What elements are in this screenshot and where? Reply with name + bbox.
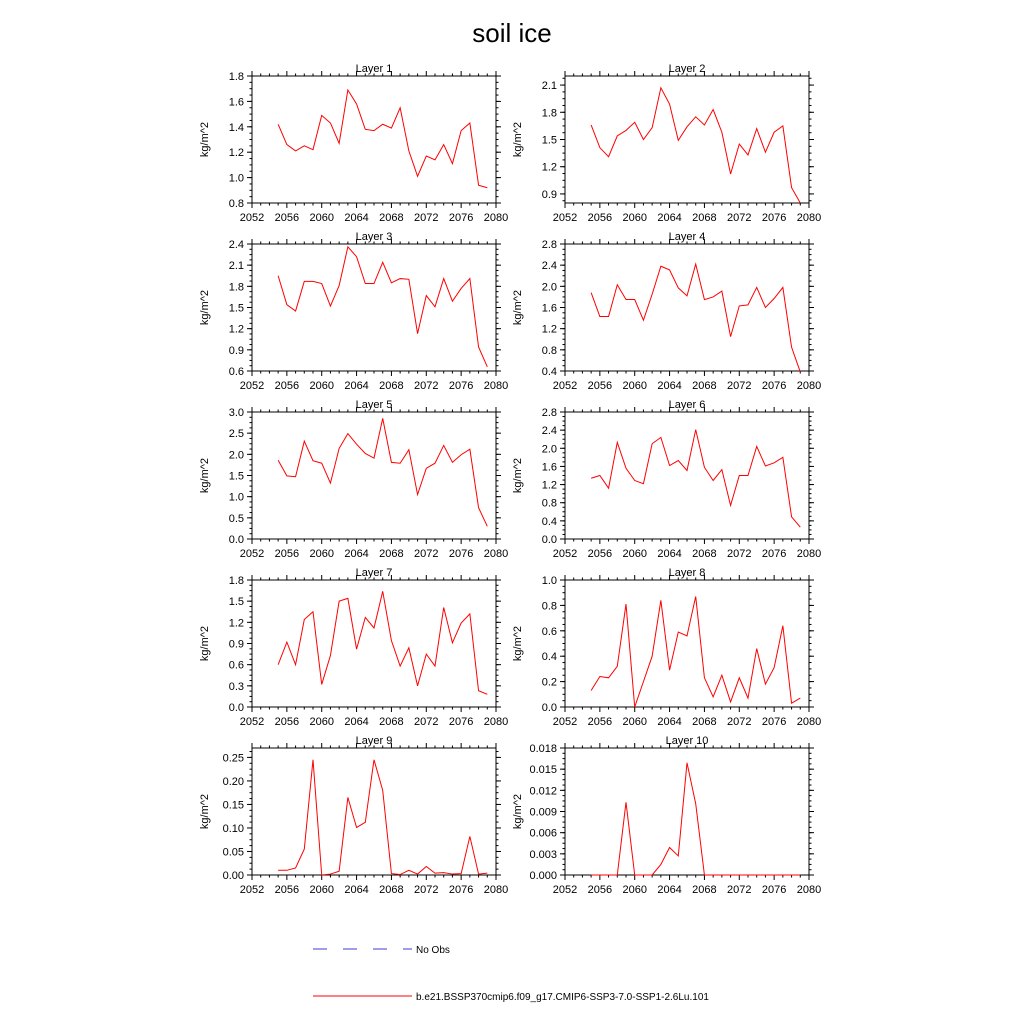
series-line xyxy=(278,760,487,875)
y-tick-label: 2.8 xyxy=(541,407,557,419)
plot-frame xyxy=(252,748,496,875)
y-tick-label: 0.9 xyxy=(541,188,557,201)
figure-title: soil ice xyxy=(472,18,552,48)
x-tick-label: 2068 xyxy=(379,212,404,224)
y-tick-label: 0.015 xyxy=(529,764,557,777)
y-tick-label: 0.9 xyxy=(228,344,244,357)
y-tick-label: 0.4 xyxy=(541,515,557,528)
plot-frame xyxy=(565,580,809,707)
x-tick-label: 2056 xyxy=(274,212,300,224)
y-tick-label: 1.4 xyxy=(228,121,244,134)
x-tick-label: 2052 xyxy=(552,548,578,560)
x-tick-label: 2052 xyxy=(552,884,578,896)
x-tick-label: 2072 xyxy=(414,716,439,728)
y-axis-label: kg/m^2 xyxy=(199,625,211,662)
x-tick-label: 2060 xyxy=(622,380,647,392)
y-axis-label: kg/m^2 xyxy=(512,457,524,494)
panel-title: Layer 10 xyxy=(665,735,709,747)
x-tick-label: 2076 xyxy=(448,548,474,560)
x-tick-label: 2064 xyxy=(657,548,682,560)
panel-layer-10 xyxy=(512,735,821,896)
x-tick-label: 2064 xyxy=(657,884,682,896)
y-tick-label: 0.6 xyxy=(228,659,244,672)
x-tick-label: 2060 xyxy=(622,548,647,560)
y-tick-label: 0.0 xyxy=(228,702,244,714)
x-tick-label: 2056 xyxy=(587,548,613,560)
x-tick-label: 2060 xyxy=(622,716,647,728)
x-tick-label: 2068 xyxy=(692,380,717,392)
y-tick-label: 3.0 xyxy=(228,407,244,419)
plot-frame xyxy=(565,244,809,371)
panel-title: Layer 6 xyxy=(668,399,706,411)
panel-layer-2 xyxy=(512,63,821,224)
x-tick-label: 2072 xyxy=(727,716,752,728)
y-tick-label: 1.5 xyxy=(228,302,244,315)
panel-layer-6 xyxy=(512,399,821,560)
y-tick-label: 0.10 xyxy=(222,822,244,835)
plot-frame xyxy=(252,244,496,371)
plot-frame xyxy=(252,412,496,539)
x-tick-label: 2076 xyxy=(448,212,474,224)
y-tick-label: 0.000 xyxy=(529,870,557,882)
series-line xyxy=(591,430,800,528)
panel-layer-9 xyxy=(199,735,508,896)
y-tick-label: 2.0 xyxy=(541,443,557,456)
x-tick-label: 2076 xyxy=(448,380,474,392)
x-tick-label: 2080 xyxy=(796,548,822,560)
x-tick-label: 2052 xyxy=(239,548,265,560)
x-tick-label: 2060 xyxy=(309,716,334,728)
y-tick-label: 0.3 xyxy=(228,680,244,693)
y-tick-label: 0.00 xyxy=(222,870,244,882)
x-tick-label: 2056 xyxy=(587,380,613,392)
x-tick-label: 2060 xyxy=(622,212,647,224)
y-tick-label: 1.2 xyxy=(541,479,557,492)
x-tick-label: 2060 xyxy=(309,884,334,896)
x-tick-label: 2064 xyxy=(657,212,682,224)
y-tick-label: 1.0 xyxy=(541,575,557,587)
x-tick-label: 2068 xyxy=(379,548,404,560)
y-tick-label: 2.8 xyxy=(541,239,557,251)
x-tick-label: 2080 xyxy=(483,212,509,224)
panel-title: Layer 2 xyxy=(668,63,706,75)
plot-frame xyxy=(252,580,496,707)
x-tick-label: 2068 xyxy=(692,212,717,224)
y-tick-label: 2.4 xyxy=(541,425,557,438)
y-tick-label: 2.1 xyxy=(228,260,244,273)
x-tick-label: 2052 xyxy=(552,716,578,728)
plot-frame xyxy=(252,76,496,203)
y-tick-label: 0.6 xyxy=(228,366,244,378)
x-tick-label: 2080 xyxy=(483,380,509,392)
x-tick-label: 2056 xyxy=(274,380,300,392)
x-tick-label: 2072 xyxy=(414,212,439,224)
x-tick-label: 2060 xyxy=(309,548,334,560)
x-tick-label: 2056 xyxy=(587,212,613,224)
y-axis-label: kg/m^2 xyxy=(512,625,524,662)
y-tick-label: 0.8 xyxy=(541,344,557,357)
y-axis-label: kg/m^2 xyxy=(512,289,524,326)
x-tick-label: 2068 xyxy=(379,884,404,896)
legend-label-model: b.e21.BSSP370cmip6.f09_g17.CMIP6-SSP3-7.0-SSP1-2.6Lu.101 xyxy=(416,992,709,1003)
y-tick-label: 0.0 xyxy=(228,534,244,546)
x-tick-label: 2060 xyxy=(622,884,647,896)
x-tick-label: 2056 xyxy=(274,548,300,560)
y-tick-label: 1.2 xyxy=(541,161,557,174)
legend-label-no-obs: No Obs xyxy=(416,945,450,956)
legend xyxy=(313,945,709,1003)
series-line xyxy=(591,597,800,707)
y-tick-label: 0.003 xyxy=(529,848,557,861)
x-tick-label: 2076 xyxy=(761,212,787,224)
x-tick-label: 2052 xyxy=(552,212,578,224)
x-tick-label: 2080 xyxy=(796,716,822,728)
x-tick-label: 2056 xyxy=(274,884,300,896)
panel-title: Layer 9 xyxy=(355,735,393,747)
y-tick-label: 0.05 xyxy=(222,846,244,859)
x-tick-label: 2072 xyxy=(727,548,752,560)
y-tick-label: 1.6 xyxy=(541,302,557,315)
y-tick-label: 0.009 xyxy=(529,806,557,819)
series-line xyxy=(591,88,800,203)
x-tick-label: 2052 xyxy=(552,380,578,392)
y-tick-label: 1.5 xyxy=(541,134,557,147)
y-tick-label: 1.8 xyxy=(541,107,557,120)
x-tick-label: 2076 xyxy=(761,548,787,560)
x-tick-label: 2064 xyxy=(344,212,369,224)
x-tick-label: 2080 xyxy=(483,548,509,560)
x-tick-label: 2068 xyxy=(692,716,717,728)
x-tick-label: 2064 xyxy=(344,716,369,728)
x-tick-label: 2072 xyxy=(727,884,752,896)
x-tick-label: 2080 xyxy=(483,884,509,896)
y-tick-label: 1.2 xyxy=(228,323,244,336)
x-tick-label: 2080 xyxy=(796,212,822,224)
x-tick-label: 2056 xyxy=(274,716,300,728)
y-tick-label: 0.0 xyxy=(541,702,557,714)
x-tick-label: 2052 xyxy=(239,716,265,728)
x-tick-label: 2072 xyxy=(727,212,752,224)
y-tick-label: 1.0 xyxy=(228,172,244,185)
y-tick-label: 0.5 xyxy=(228,512,244,525)
y-tick-label: 1.2 xyxy=(541,323,557,336)
x-tick-label: 2064 xyxy=(344,548,369,560)
panel-layer-7 xyxy=(199,567,508,728)
x-tick-label: 2056 xyxy=(587,716,613,728)
y-tick-label: 0.20 xyxy=(222,775,244,788)
x-tick-label: 2072 xyxy=(727,380,752,392)
panel-title: Layer 8 xyxy=(668,567,706,579)
x-tick-label: 2076 xyxy=(761,884,787,896)
x-tick-label: 2080 xyxy=(483,716,509,728)
y-tick-label: 0.8 xyxy=(541,497,557,510)
y-tick-label: 1.2 xyxy=(228,147,244,160)
y-tick-label: 1.6 xyxy=(228,96,244,109)
plot-frame xyxy=(565,412,809,539)
x-tick-label: 2072 xyxy=(414,380,439,392)
panel-layer-1 xyxy=(199,63,508,224)
y-tick-label: 1.8 xyxy=(228,71,244,83)
y-tick-label: 1.0 xyxy=(228,491,244,504)
y-tick-label: 0.25 xyxy=(222,752,244,765)
series-line xyxy=(591,763,800,875)
panel-title: Layer 5 xyxy=(355,399,393,411)
y-axis-label: kg/m^2 xyxy=(199,793,211,830)
x-tick-label: 2068 xyxy=(379,380,404,392)
x-tick-label: 2064 xyxy=(344,380,369,392)
panel-layer-5 xyxy=(199,399,508,560)
x-tick-label: 2060 xyxy=(309,212,334,224)
x-tick-label: 2068 xyxy=(692,884,717,896)
panel-layer-8 xyxy=(512,567,821,728)
y-axis-label: kg/m^2 xyxy=(199,457,211,494)
panel-title: Layer 4 xyxy=(668,231,706,243)
x-tick-label: 2076 xyxy=(448,884,474,896)
y-tick-label: 0.006 xyxy=(529,827,557,840)
y-tick-label: 0.018 xyxy=(529,743,557,755)
y-tick-label: 0.4 xyxy=(541,651,557,664)
x-tick-label: 2068 xyxy=(379,716,404,728)
y-tick-label: 1.8 xyxy=(228,281,244,294)
x-tick-label: 2064 xyxy=(657,716,682,728)
x-tick-label: 2052 xyxy=(239,884,265,896)
y-tick-label: 0.012 xyxy=(529,785,557,798)
panel-layer-3 xyxy=(199,231,508,392)
x-tick-label: 2060 xyxy=(309,380,334,392)
y-tick-label: 0.9 xyxy=(228,638,244,651)
x-tick-label: 2076 xyxy=(761,380,787,392)
y-tick-label: 0.0 xyxy=(541,534,557,546)
y-tick-label: 2.4 xyxy=(541,260,557,273)
series-line xyxy=(591,264,800,372)
y-tick-label: 2.0 xyxy=(228,449,244,462)
x-tick-label: 2076 xyxy=(761,716,787,728)
x-tick-label: 2068 xyxy=(692,548,717,560)
y-tick-label: 2.5 xyxy=(228,428,244,441)
panel-title: Layer 1 xyxy=(355,63,393,75)
x-tick-label: 2052 xyxy=(239,380,265,392)
x-tick-label: 2072 xyxy=(414,548,439,560)
y-tick-label: 1.8 xyxy=(228,575,244,587)
panels xyxy=(199,63,821,896)
x-tick-label: 2064 xyxy=(657,380,682,392)
y-tick-label: 0.8 xyxy=(541,600,557,613)
x-tick-label: 2052 xyxy=(239,212,265,224)
x-tick-label: 2064 xyxy=(344,884,369,896)
x-tick-label: 2056 xyxy=(587,884,613,896)
y-tick-label: 0.2 xyxy=(541,676,557,689)
x-tick-label: 2072 xyxy=(414,884,439,896)
panel-title: Layer 3 xyxy=(355,231,393,243)
series-line xyxy=(278,418,487,526)
y-tick-label: 0.8 xyxy=(228,198,244,210)
y-tick-label: 0.15 xyxy=(222,799,244,812)
y-axis-label: kg/m^2 xyxy=(199,289,211,326)
y-axis-label: kg/m^2 xyxy=(512,121,524,158)
y-axis-label: kg/m^2 xyxy=(199,121,211,158)
y-tick-label: 1.2 xyxy=(228,617,244,630)
y-tick-label: 2.0 xyxy=(541,281,557,294)
x-tick-label: 2080 xyxy=(796,884,822,896)
y-axis-label: kg/m^2 xyxy=(512,793,524,830)
series-line xyxy=(278,591,487,694)
y-tick-label: 0.6 xyxy=(541,625,557,638)
series-line xyxy=(278,90,487,188)
panel-layer-4 xyxy=(512,231,821,392)
y-tick-label: 2.1 xyxy=(541,80,557,93)
x-tick-label: 2076 xyxy=(448,716,474,728)
y-tick-label: 0.4 xyxy=(541,366,557,378)
y-tick-label: 1.5 xyxy=(228,470,244,483)
y-tick-label: 2.4 xyxy=(228,239,244,251)
y-tick-label: 1.6 xyxy=(541,461,557,474)
panel-title: Layer 7 xyxy=(355,567,393,579)
x-tick-label: 2080 xyxy=(796,380,822,392)
plot-frame xyxy=(565,76,809,203)
y-tick-label: 1.5 xyxy=(228,596,244,609)
series-line xyxy=(278,247,487,367)
